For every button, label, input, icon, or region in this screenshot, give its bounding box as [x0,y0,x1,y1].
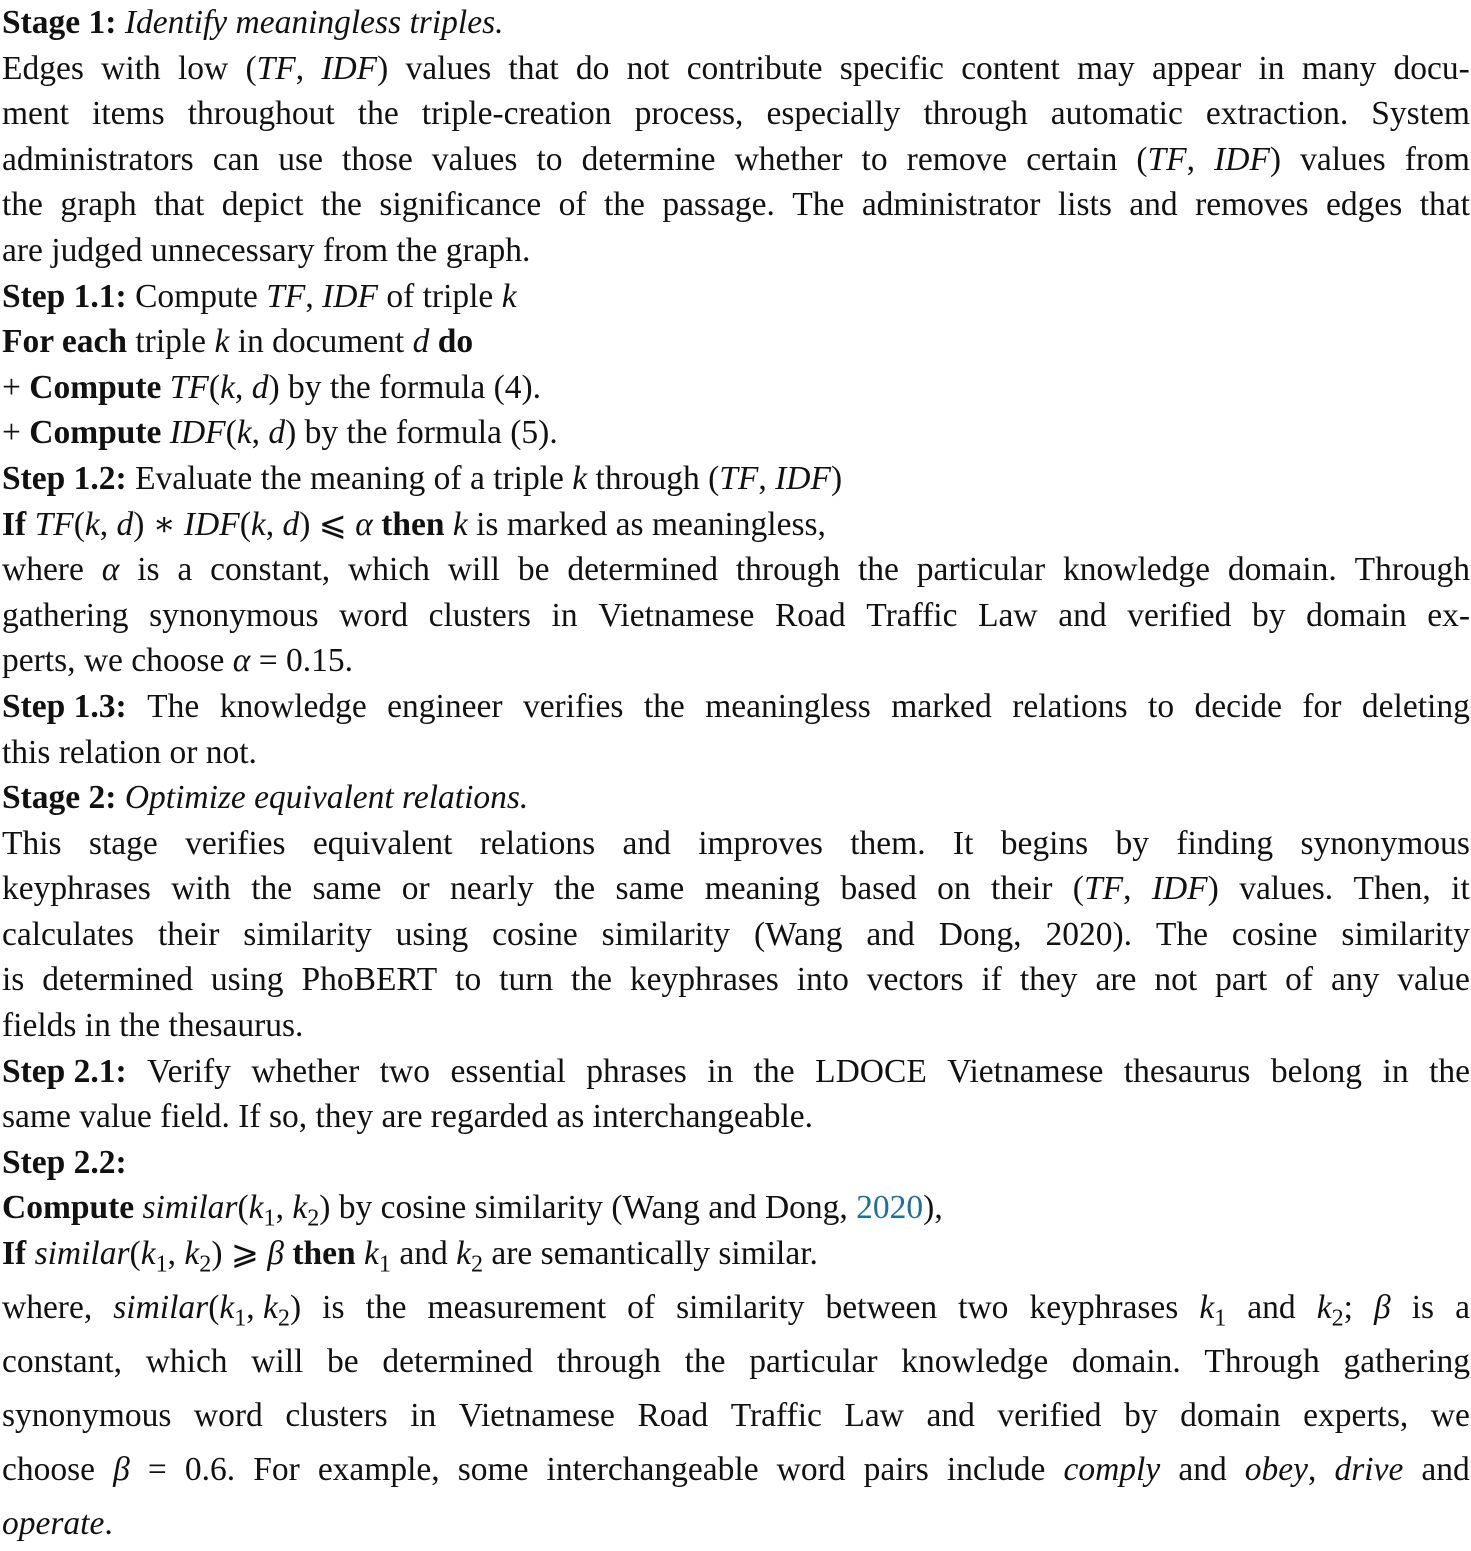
alpha-line-3: perts, we choose α = 0.15. [2,642,353,680]
step-1-1: Step 1.1: Compute TF, IDF of triple k [2,277,517,315]
step-1-2: Step 1.2: Evaluate the meaning of a triple k through (TF, IDF) [2,459,843,497]
stage2-para-line-1: This stage verifies equivalent relations and improves them. It begins by finding synonymous [2,824,1470,862]
beta-explanation [2,1281,1470,1551]
alpha-line-1: where α is a constant, which will be determined through the particular knowledge domain. Through [2,551,1470,589]
step-2-2 [2,1140,1470,1186]
stage2-para-line-2: keyphrases with the same or nearly the same meaning based on their (TF, IDF) values. Then, it [2,870,1470,908]
beta-line-1: where, $similar(k_1$, $k_2$) is the measurement of similarity between two keyphrases $k_1$ and $k_2$; β is a [2,1288,1470,1332]
alpha-explanation [2,547,1470,684]
beta-line-4: choose β = 0.6. For example, some interchangeable word pairs include comply and obey, drive and [2,1450,1470,1488]
stage1-para-line-1: Edges with low (TF, IDF) values that do not contribute specific content may appear in many docu- [2,49,1470,87]
stage2-label: Stage 2: [2,779,117,817]
alpha-line-2: gathering synonymous word clusters in Vietnamese Road Traffic Law and verified by domain ex- [2,596,1470,634]
stage1-para-line-5: are judged unnecessary from the graph. [2,231,531,269]
stage1-label: Stage 1: [2,4,117,41]
beta-line-2: constant, which will be determined through the particular knowledge domain. Through gathering [2,1342,1470,1380]
stage1-para-line-2: ment items throughout the triple-creation process, especially through automatic extraction. System [2,95,1470,133]
stage2-para-line-4: is determined using PhoBERT to turn the keyphrases into vectors if they are not part of any value [2,961,1470,999]
step-2-1: Step 2.1: Verify whether two essential phrases in the LDOCE Vietnamese thesaurus belong in the [2,1052,1470,1090]
citation-link[interactable]: 2020 [856,1189,924,1227]
stage2-para-line-3: calculates their similarity using cosine similarity (Wang and Dong, 2020). The cosine similarity [2,915,1470,953]
if-meaningless-line: If TF(k, d) ∗ IDF(k, d) ⩽ α then k is marked as meaningless, [2,505,826,543]
for-each-line: For each triple k in document d do [2,323,474,361]
beta-line-3: synonymous word clusters in Vietnamese Road Traffic Law and verified by domain experts, we [2,1396,1470,1434]
step-1-3: Step 1.3: The knowledge engineer verifies the meaningless marked relations to decide for deleting [2,687,1470,725]
stage1-para-line-3: administrators can use those values to determine whether to remove certain (TF, IDF) values from [2,140,1470,178]
compute-tf-line: + Compute TF(k, d) by the formula (4). [2,368,542,406]
stage2-paragraph [2,821,1470,1049]
step-2-1-line-2: same value field. If so, they are regarded as interchangeable. [2,1098,814,1136]
beta-line-5: operate. [2,1504,113,1542]
stage1-para-line-4: the graph that depict the significance of the passage. The administrator lists and removes edges that [2,186,1470,224]
step-2-2-label: Step 2.2: [2,1143,127,1181]
stage2-heading: Stage 2: Optimize equivalent relations. [2,779,529,817]
if-similar-line: If $similar(k_1$, $k_2$) ⩾ β then $k_1$ and $k_2$ are semantically similar. [2,1235,818,1278]
stage2-para-line-5: fields in the thesaurus. [2,1007,304,1045]
compute-similarity-line: Compute $similar(k_1$, $k_2$) by cosine similarity (Wang and Dong, 2020), [2,1189,943,1233]
stage1-paragraph [2,46,1470,274]
stage1-heading: Stage 1: Identify meaningless triples. [2,4,504,41]
step-1-3-line-2: this relation or not. [2,733,257,771]
compute-idf-line: + Compute IDF(k, d) by the formula (5). [2,414,558,452]
